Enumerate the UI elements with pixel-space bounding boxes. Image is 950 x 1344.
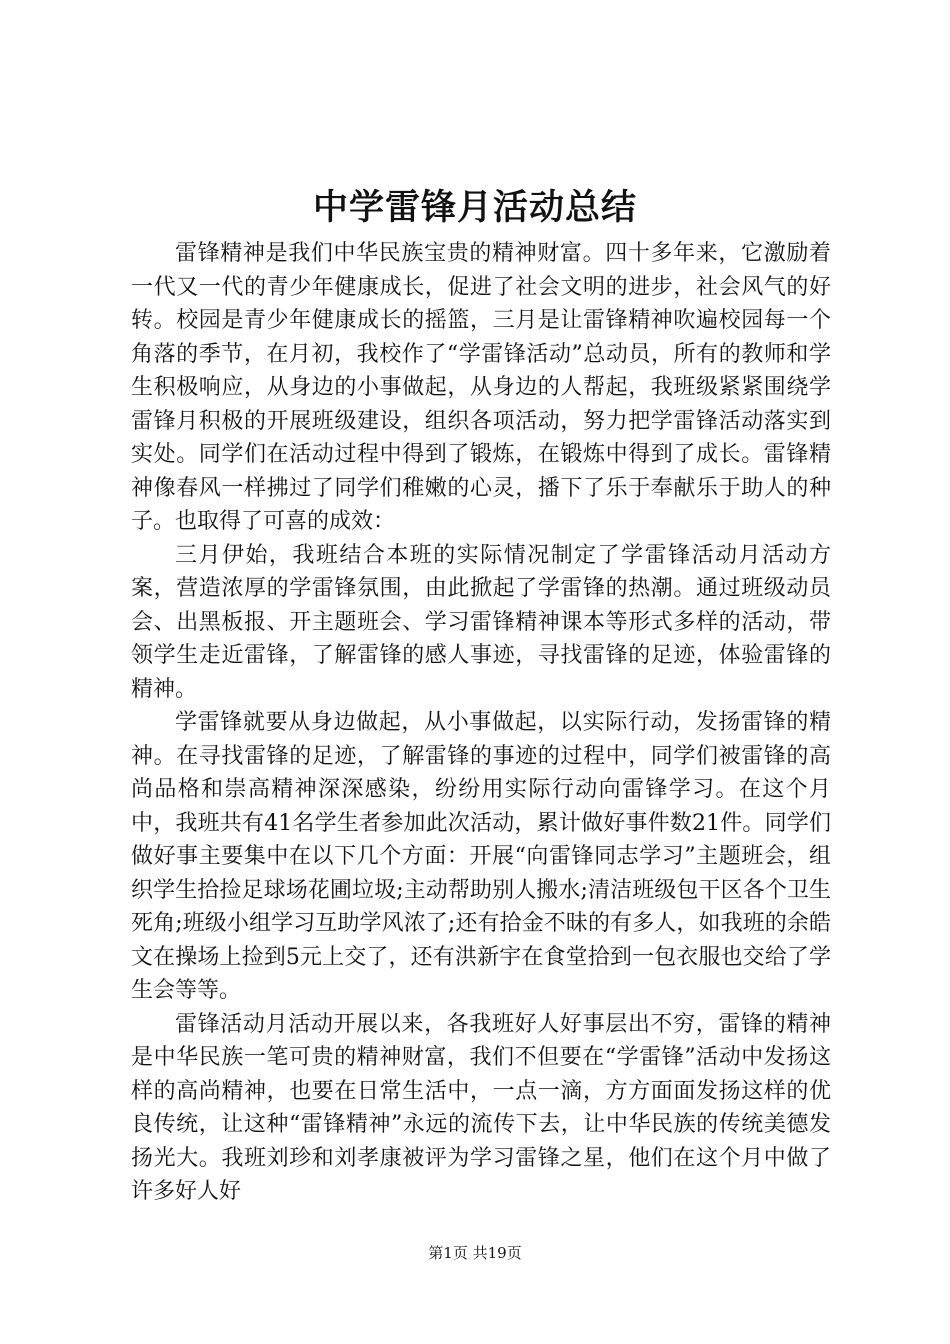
paragraph-4: 雷锋活动月活动开展以来，各我班好人好事层出不穷，雷锋的精神是中华民族一笔可贵的精神财富，我们不但要在“学雷锋”活动中发扬这样的高尚精神，也要在日常生活中，一点一滴，方方面面发扬这样的优良传统，让这种“雷锋精神”永远的流传下去，让中华民族的传统美德发扬光大。我班刘珍和刘孝康被评为学习雷锋之星，他们在这个月中做了许多好人好 xyxy=(131,1011,831,1204)
document-body xyxy=(131,237,831,1209)
paragraph-3: 学雷锋就要从身边做起，从小事做起，以实际行动，发扬雷锋的精神。在寻找雷锋的足迹，了解雷锋的事迹的过程中，同学们被雷锋的高尚品格和崇高精神深深感染，纷纷用实际行动向雷锋学习。在这个月中，我班共有41名学生者参加此次活动，累计做好事件数21件。同学们做好事主要集中在以下几个方面：开展“向雷锋同志学习”主题班会，组织学生拾捡足球场花圃垃圾;主动帮助别人搬水;清洁班级包干区各个卫生死角;班级小组学习互助学风浓了;还有拾金不昧的有多人，如我班的余皓文在操场上捡到5元上交了，还有洪新宇在食堂拾到一包衣服也交给了学生会等等。 xyxy=(131,710,831,1003)
paragraph-1: 雷锋精神是我们中华民族宝贵的精神财富。四十多年来，它激励着一代又一代的青少年健康成长，促进了社会文明的进步，社会风气的好转。校园是青少年健康成长的摇篮，三月是让雷锋精神吹遍校园每一个角落的季节，在月初，我校作了“学雷锋活动”总动员，所有的教师和学生积极响应，从身边的小事做起，从身边的人帮起，我班级紧紧围绕学雷锋月积极的开展班级建设，组织各项活动，努力把学雷锋活动落实到实处。同学们在活动过程中得到了锻炼，在锻炼中得到了成长。雷锋精神像春风一样拂过了同学们稚嫩的心灵，播下了乐于奉献乐于助人的种子。也取得了可喜的成效： xyxy=(131,241,831,534)
document-title: 中学雷锋月活动总结 xyxy=(312,188,637,228)
page-number-footer: 第1页 共19页 xyxy=(428,1244,522,1262)
paragraph-2: 三月伊始，我班结合本班的实际情况制定了学雷锋活动月活动方案，营造浓厚的学雷锋氛围，由此掀起了学雷锋的热潮。通过班级动员会、出黑板报、开主题班会、学习雷锋精神课本等形式多样的活动，带领学生走近雷锋，了解雷锋的感人事迹，寻找雷锋的足迹，体验雷锋的精神。 xyxy=(131,542,831,702)
